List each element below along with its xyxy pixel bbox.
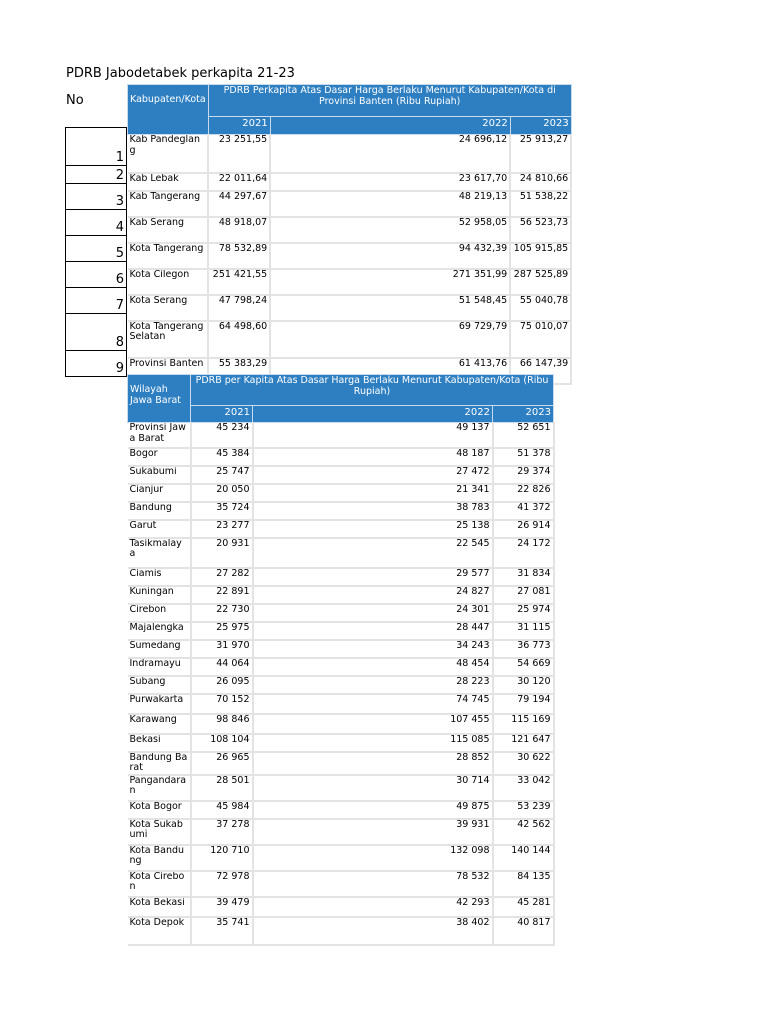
row-number: 2 <box>115 168 124 183</box>
value-2023: 24 810,66 <box>510 173 571 191</box>
value-2022: 25 138 <box>253 520 493 538</box>
value-2021: 26 095 <box>191 676 253 694</box>
table-row <box>128 135 572 173</box>
table-row <box>128 448 554 466</box>
value-2021: 45 384 <box>191 448 253 466</box>
value-2023: 55 040,78 <box>510 295 571 321</box>
value-2021: 44 297,67 <box>208 191 270 217</box>
value-2022: 38 783 <box>253 502 493 520</box>
value-2021: 37 278 <box>191 819 253 845</box>
table-row <box>128 423 554 448</box>
value-2022: 28 852 <box>253 752 493 775</box>
value-2022: 49 875 <box>253 801 493 819</box>
region-name: Karawang <box>128 714 191 734</box>
table-row <box>128 694 554 714</box>
value-2021: 22 730 <box>191 604 253 622</box>
value-2021: 44 064 <box>191 658 253 676</box>
region-name: Bogor <box>128 448 191 466</box>
region-name: Indramayu <box>128 658 191 676</box>
value-2021: 98 846 <box>191 714 253 734</box>
row-number: 7 <box>115 298 124 313</box>
value-2023: 51 378 <box>493 448 554 466</box>
value-2022: 48 454 <box>253 658 493 676</box>
region-name: Kota Serang <box>128 295 209 321</box>
value-2021: 22 891 <box>191 586 253 604</box>
row-number: 4 <box>115 220 124 235</box>
table-row <box>128 295 572 321</box>
value-2023: 31 834 <box>493 568 554 586</box>
region-name: Bandung <box>128 502 191 520</box>
value-2023: 56 523,73 <box>510 217 571 243</box>
value-2023: 140 144 <box>493 845 554 871</box>
value-2023: 25 913,27 <box>510 135 571 173</box>
row-number-cell <box>65 350 127 377</box>
value-2022: 24 827 <box>253 586 493 604</box>
value-2022: 34 243 <box>253 640 493 658</box>
value-2023: 22 826 <box>493 484 554 502</box>
value-2023: 42 562 <box>493 819 554 845</box>
jabar-table <box>127 374 555 946</box>
region-name: Kota Sukabumi <box>128 819 191 845</box>
row-number-cell <box>65 287 127 314</box>
jabar-year-2021: 2021 <box>191 405 253 422</box>
value-2023: 84 135 <box>493 871 554 897</box>
value-2022: 78 532 <box>253 871 493 897</box>
row-number-cell <box>65 183 127 210</box>
value-2023: 33 042 <box>493 775 554 801</box>
region-name: Kab Tangerang <box>128 191 209 217</box>
value-2021: 108 104 <box>191 734 253 752</box>
value-2021: 35 741 <box>191 917 253 945</box>
table-row <box>128 897 554 917</box>
region-name: Ciamis <box>128 568 191 586</box>
table-row <box>128 568 554 586</box>
table-row <box>128 775 554 801</box>
value-2021: 31 970 <box>191 640 253 658</box>
row-number-cell <box>65 127 127 166</box>
region-name: Cianjur <box>128 484 191 502</box>
value-2022: 49 137 <box>253 423 493 448</box>
row-number: 5 <box>115 246 124 261</box>
table-row <box>128 173 572 191</box>
value-2023: 41 372 <box>493 502 554 520</box>
row-number: 3 <box>115 194 124 209</box>
region-name: Kota Cirebon <box>128 871 191 897</box>
region-name: Bandung Barat <box>128 752 191 775</box>
table-row <box>128 640 554 658</box>
value-2022: 38 402 <box>253 917 493 945</box>
value-2021: 55 383,29 <box>208 358 270 384</box>
value-2021: 251 421,55 <box>208 269 270 295</box>
value-2022: 21 341 <box>253 484 493 502</box>
value-2021: 27 282 <box>191 568 253 586</box>
value-2022: 107 455 <box>253 714 493 734</box>
value-2021: 47 798,24 <box>208 295 270 321</box>
region-name: Garut <box>128 520 191 538</box>
banten-year-2021: 2021 <box>208 117 270 135</box>
row-number-cell <box>65 313 127 351</box>
region-name: Subang <box>128 676 191 694</box>
region-name: Cirebon <box>128 604 191 622</box>
value-2021: 39 479 <box>191 897 253 917</box>
row-number-cell <box>65 165 127 184</box>
table-row <box>128 604 554 622</box>
region-name: Provinsi Banten <box>128 358 209 384</box>
table-row <box>128 538 554 568</box>
value-2021: 25 975 <box>191 622 253 640</box>
value-2023: 121 647 <box>493 734 554 752</box>
value-2021: 22 011,64 <box>208 173 270 191</box>
region-name: Kab Pandeglang <box>128 135 209 173</box>
value-2021: 23 251,55 <box>208 135 270 173</box>
region-name: Sukabumi <box>128 466 191 484</box>
value-2022: 27 472 <box>253 466 493 484</box>
region-name: Sumedang <box>128 640 191 658</box>
table-row <box>128 658 554 676</box>
table-row <box>128 243 572 269</box>
row-number: 6 <box>115 272 124 287</box>
value-2021: 45 234 <box>191 423 253 448</box>
value-2023: 79 194 <box>493 694 554 714</box>
value-2021: 70 152 <box>191 694 253 714</box>
value-2022: 52 958,05 <box>270 217 510 243</box>
region-name: Kota Bandung <box>128 845 191 871</box>
value-2021: 72 978 <box>191 871 253 897</box>
table-row <box>128 502 554 520</box>
region-name: Kab Serang <box>128 217 209 243</box>
value-2023: 27 081 <box>493 586 554 604</box>
value-2021: 48 918,07 <box>208 217 270 243</box>
banten-table-title: PDRB Perkapita Atas Dasar Harga Berlaku Menurut Kabupaten/Kota di Provinsi Banten (Ribu Rupiah) <box>208 85 571 117</box>
page-title: PDRB Jabodetabek perkapita 21-23 <box>66 66 295 81</box>
table-row <box>128 622 554 640</box>
value-2021: 78 532,89 <box>208 243 270 269</box>
table-row <box>128 586 554 604</box>
value-2021: 25 747 <box>191 466 253 484</box>
value-2021: 35 724 <box>191 502 253 520</box>
banten-year-2022: 2022 <box>270 117 510 135</box>
value-2023: 40 817 <box>493 917 554 945</box>
table-row <box>128 321 572 358</box>
banten-col-header: Kabupaten/Kota <box>128 85 209 135</box>
value-2021: 64 498,60 <box>208 321 270 358</box>
value-2022: 28 223 <box>253 676 493 694</box>
region-name: Kuningan <box>128 586 191 604</box>
table-row <box>128 484 554 502</box>
value-2023: 115 169 <box>493 714 554 734</box>
region-name: Purwakarta <box>128 694 191 714</box>
region-name: Tasikmalaya <box>128 538 191 568</box>
value-2023: 66 147,39 <box>510 358 571 384</box>
value-2022: 39 931 <box>253 819 493 845</box>
value-2023: 36 773 <box>493 640 554 658</box>
value-2022: 94 432,39 <box>270 243 510 269</box>
value-2022: 48 219,13 <box>270 191 510 217</box>
value-2023: 105 915,85 <box>510 243 571 269</box>
value-2021: 26 965 <box>191 752 253 775</box>
table-row <box>128 734 554 752</box>
value-2021: 120 710 <box>191 845 253 871</box>
region-name: Kota Cilegon <box>128 269 209 295</box>
value-2023: 75 010,07 <box>510 321 571 358</box>
value-2023: 30 622 <box>493 752 554 775</box>
region-name: Pangandaran <box>128 775 191 801</box>
value-2022: 271 351,99 <box>270 269 510 295</box>
region-name: Kota Bogor <box>128 801 191 819</box>
value-2023: 31 115 <box>493 622 554 640</box>
region-name: Kota Tangerang Selatan <box>128 321 209 358</box>
value-2022: 28 447 <box>253 622 493 640</box>
value-2021: 20 050 <box>191 484 253 502</box>
value-2023: 51 538,22 <box>510 191 571 217</box>
row-number-cell <box>65 235 127 262</box>
value-2022: 22 545 <box>253 538 493 568</box>
value-2021: 45 984 <box>191 801 253 819</box>
region-name: Bekasi <box>128 734 191 752</box>
row-number: 8 <box>115 335 124 350</box>
value-2022: 23 617,70 <box>270 173 510 191</box>
value-2023: 54 669 <box>493 658 554 676</box>
value-2022: 24 301 <box>253 604 493 622</box>
banten-table <box>127 84 572 385</box>
banten-year-2023: 2023 <box>510 117 571 135</box>
jabar-year-2022: 2022 <box>253 405 493 422</box>
value-2023: 26 914 <box>493 520 554 538</box>
value-2022: 61 413,76 <box>270 358 510 384</box>
value-2021: 20 931 <box>191 538 253 568</box>
table-row <box>128 752 554 775</box>
value-2023: 53 239 <box>493 801 554 819</box>
table-row <box>128 714 554 734</box>
value-2022: 74 745 <box>253 694 493 714</box>
no-column-label: No <box>66 93 84 108</box>
region-name: Kota Depok <box>128 917 191 945</box>
row-number-cell <box>65 209 127 236</box>
value-2023: 30 120 <box>493 676 554 694</box>
value-2021: 23 277 <box>191 520 253 538</box>
table-row <box>128 191 572 217</box>
value-2022: 51 548,45 <box>270 295 510 321</box>
region-name: Kab Lebak <box>128 173 209 191</box>
value-2022: 132 098 <box>253 845 493 871</box>
jabar-col-header: Wilayah Jawa Barat <box>128 375 191 423</box>
value-2022: 24 696,12 <box>270 135 510 173</box>
value-2023: 24 172 <box>493 538 554 568</box>
table-row <box>128 917 554 945</box>
region-name: Kota Bekasi <box>128 897 191 917</box>
value-2023: 52 651 <box>493 423 554 448</box>
jabar-year-2023: 2023 <box>493 405 554 422</box>
row-number-cell <box>65 261 127 288</box>
value-2023: 287 525,89 <box>510 269 571 295</box>
value-2023: 25 974 <box>493 604 554 622</box>
value-2022: 48 187 <box>253 448 493 466</box>
table-row <box>128 819 554 845</box>
value-2023: 29 374 <box>493 466 554 484</box>
row-number: 9 <box>115 361 124 376</box>
table-row <box>128 871 554 897</box>
value-2022: 30 714 <box>253 775 493 801</box>
value-2022: 69 729,79 <box>270 321 510 358</box>
region-name: Provinsi Jawa Barat <box>128 423 191 448</box>
table-row <box>128 269 572 295</box>
value-2022: 42 293 <box>253 897 493 917</box>
row-number: 1 <box>115 150 124 165</box>
table-row <box>128 801 554 819</box>
value-2023: 45 281 <box>493 897 554 917</box>
table-row <box>128 676 554 694</box>
table-row <box>128 217 572 243</box>
table-row <box>128 466 554 484</box>
region-name: Kota Tangerang <box>128 243 209 269</box>
value-2022: 29 577 <box>253 568 493 586</box>
jabar-table-title: PDRB per Kapita Atas Dasar Harga Berlaku Menurut Kabupaten/Kota (Ribu Rupiah) <box>191 375 554 406</box>
value-2021: 28 501 <box>191 775 253 801</box>
value-2022: 115 085 <box>253 734 493 752</box>
table-row <box>128 845 554 871</box>
region-name: Majalengka <box>128 622 191 640</box>
table-row <box>128 520 554 538</box>
